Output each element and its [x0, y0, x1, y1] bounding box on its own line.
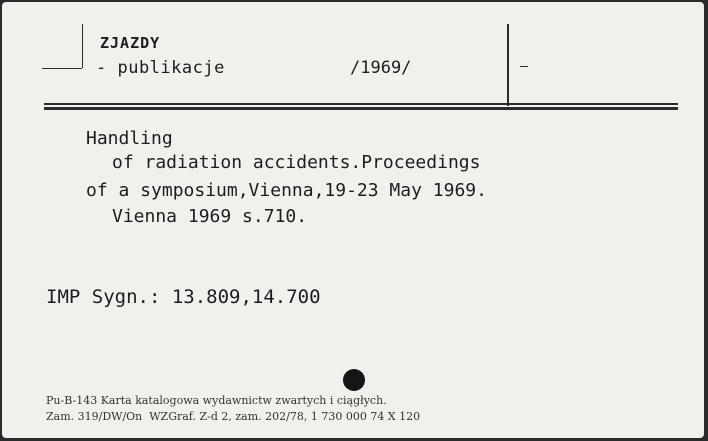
header-right-rule: [507, 24, 509, 106]
footer-line-1: Pu-B-143 Karta katalogowa wydawnictw zwartych i ciągłych.: [46, 394, 387, 407]
shelf-signature: IMP Sygn.: 13.809,14.700: [46, 286, 321, 308]
subject-heading: ZJAZDY: [100, 34, 161, 52]
catalog-card: [2, 2, 704, 438]
punch-hole: [343, 369, 365, 391]
header-double-rule-top: [44, 103, 678, 105]
subheading: - publikacje: [96, 58, 225, 78]
title-line-4: Vienna 1969 s.710.: [112, 206, 308, 227]
year-mark: /1969/: [350, 58, 412, 78]
header-double-rule-bottom: [44, 107, 678, 110]
footer-line-2: Zam. 319/DW/On WZGraf. Z-d 2, zam. 202/78, 1 730 000 74 X 120: [46, 410, 421, 423]
title-line-2: of radiation accidents.Proceedings: [112, 152, 481, 173]
header-left-rule: [82, 24, 83, 68]
title-line-3: of a symposium,Vienna,19-23 May 1969.: [86, 180, 487, 201]
header-right-tick: [520, 66, 528, 67]
header-left-tick: [42, 68, 82, 69]
title-line-1: Handling: [86, 128, 173, 149]
